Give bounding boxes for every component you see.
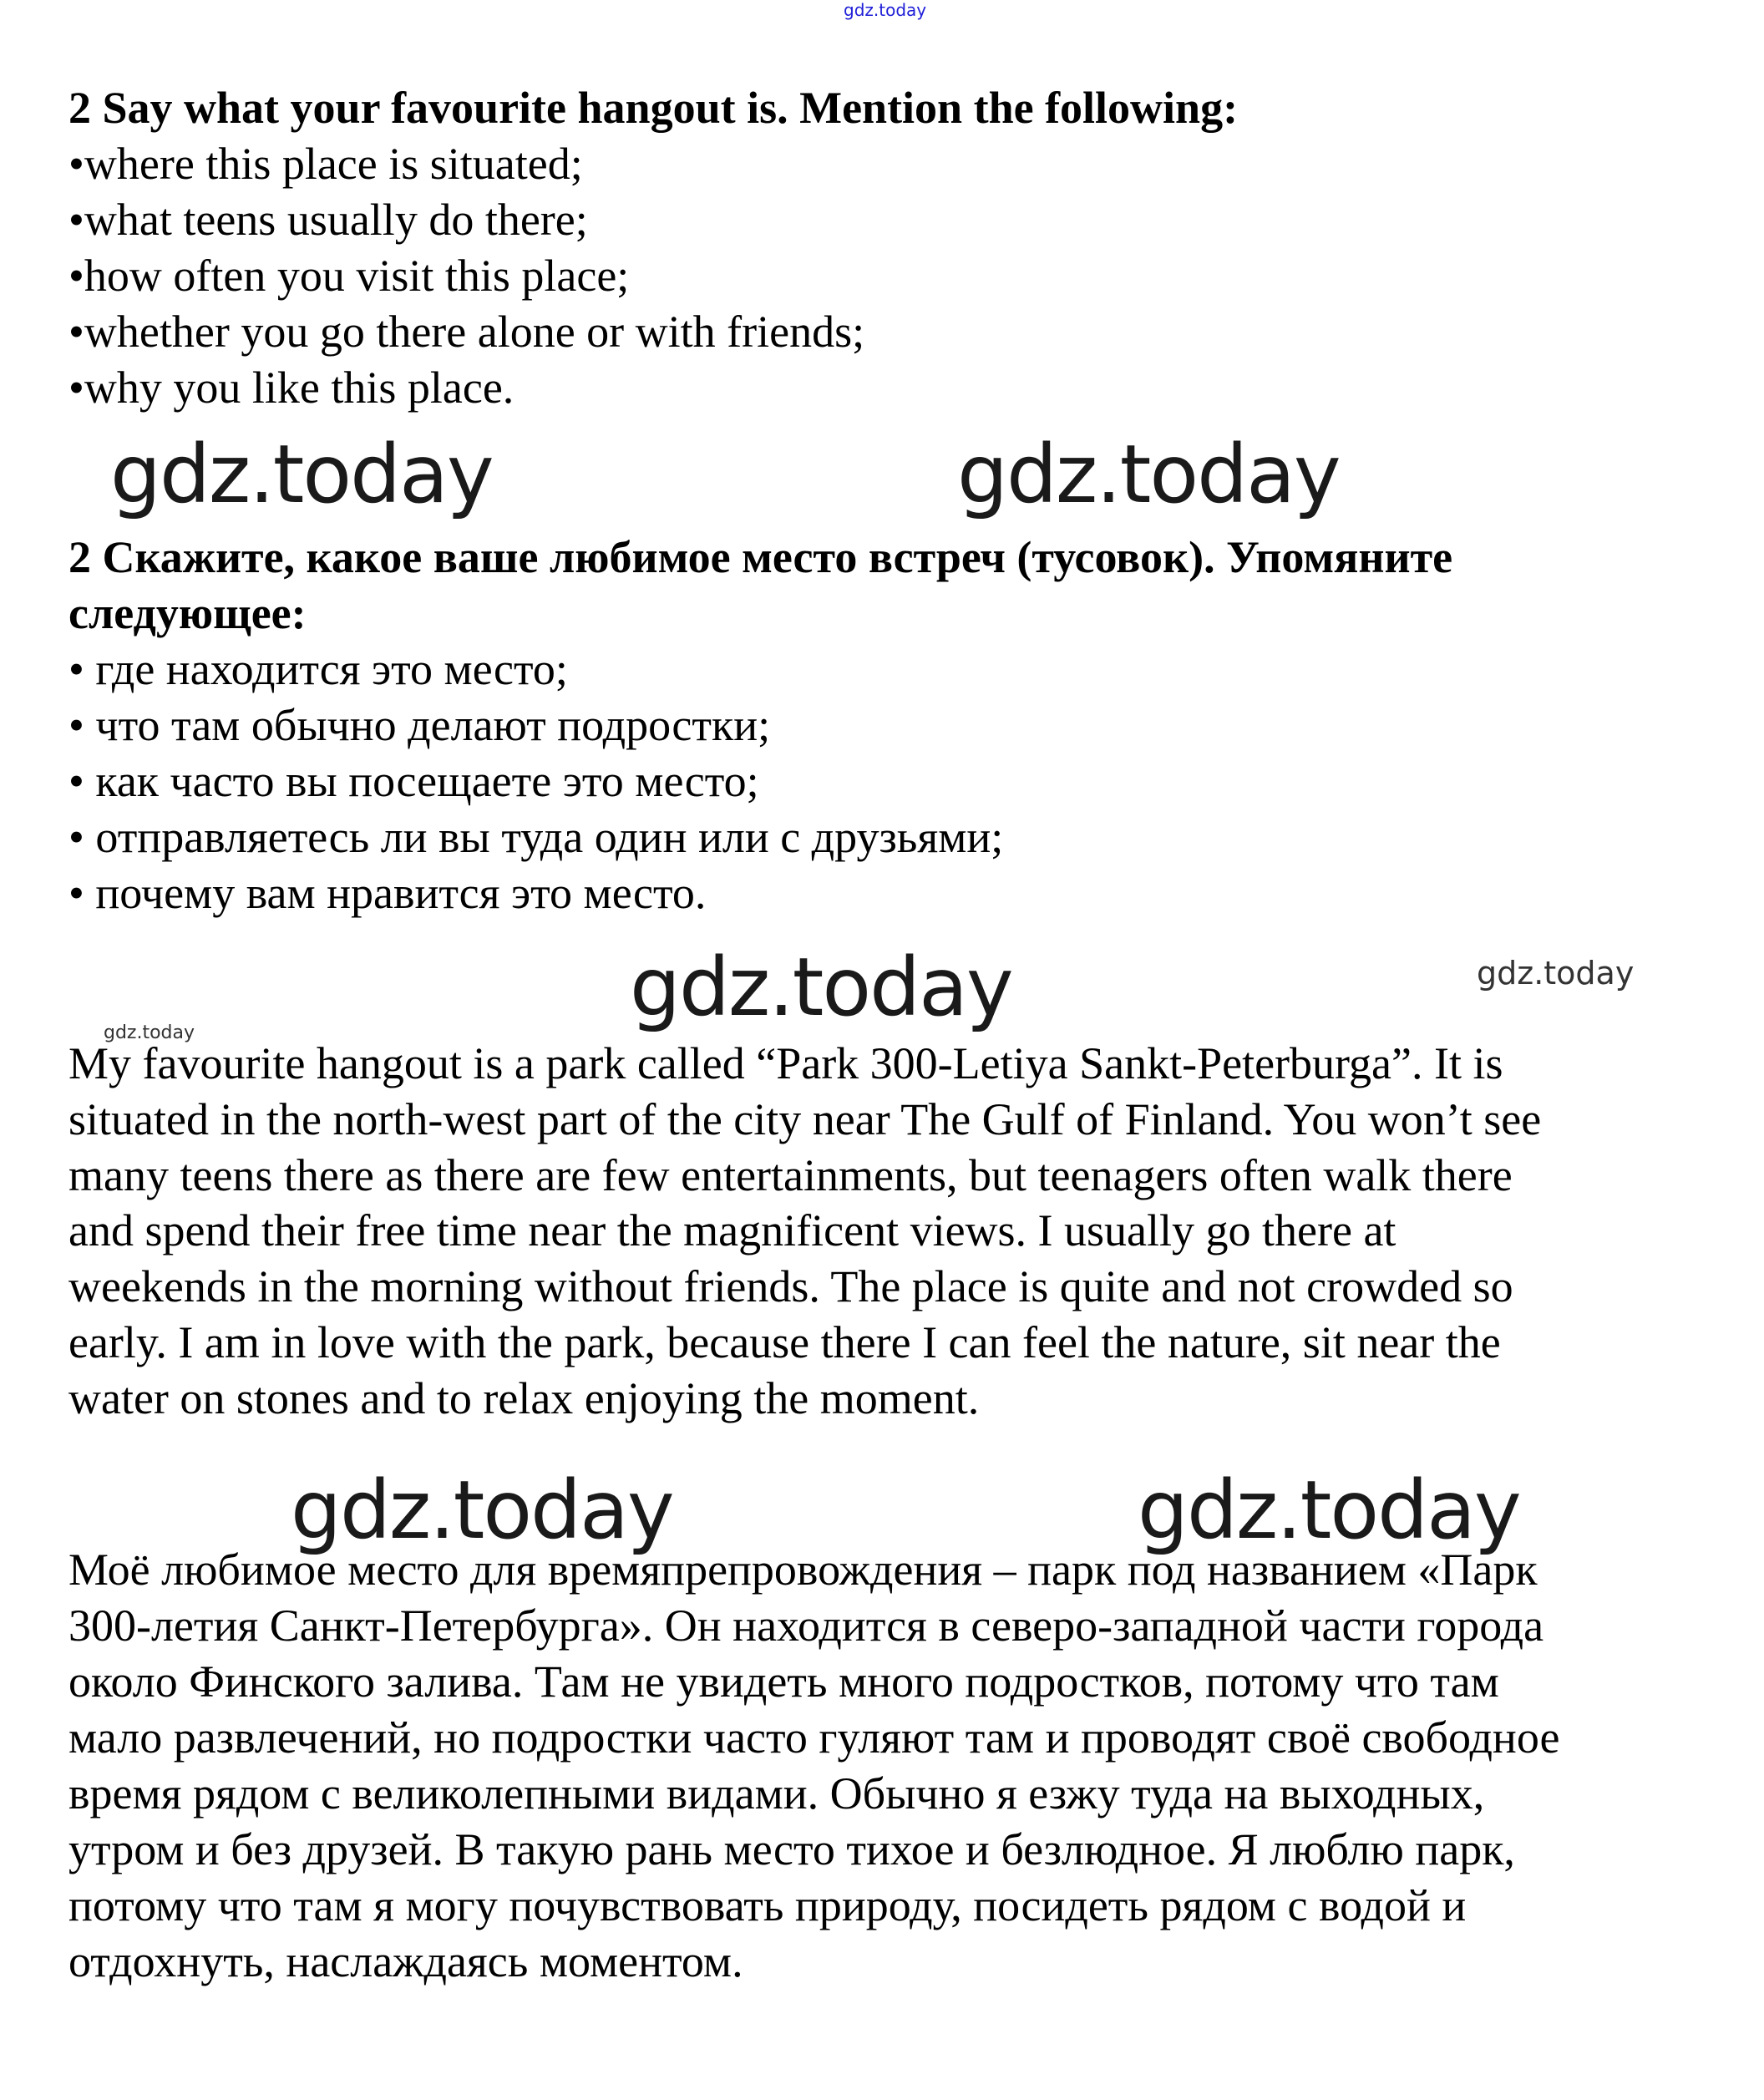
task-en-heading: 2 Say what your favourite hangout is. Mention the following:: [68, 83, 1239, 133]
task-ru-bullet: • почему вам нравится это место.: [68, 868, 707, 918]
task-ru: [68, 530, 1706, 921]
answer-ru: [68, 1542, 1706, 1990]
task-en-bullet: •how often you visit this place;: [68, 251, 630, 301]
answer-en-line: early. I am in love with the park, because there I can feel the nature, sit near the: [68, 1316, 1501, 1367]
watermark-small-right: gdz.today: [1477, 955, 1635, 992]
answer-ru-line: мало развлечений, но подростки часто гуляют там и проводят своё свободное: [68, 1712, 1560, 1763]
task-ru-bullet: • что там обычно делают подростки;: [68, 700, 771, 750]
answer-en-line: many teens there as there are few entertainments, but teenagers often walk there: [68, 1149, 1513, 1200]
task-ru-bullet: • где находится это место;: [68, 644, 568, 694]
answer-ru-line: отдохнуть, наслаждаясь моментом.: [68, 1936, 743, 1986]
answer-en: [68, 1036, 1706, 1427]
task-en-bullet: •whether you go there alone or with friends;: [68, 307, 865, 357]
answer-ru-line: около Финского залива. Там не увидеть много подростков, потому что там: [68, 1656, 1499, 1707]
task-en-bullet: •why you like this place.: [68, 363, 514, 413]
watermark-large-5: gdz.today: [1138, 1463, 1520, 1557]
answer-ru-line: время рядом с великолепными видами. Обычно я езжу туда на выходных,: [68, 1768, 1485, 1818]
answer-en-line: situated in the north-west part of the city near The Gulf of Finland. You won’t see: [68, 1093, 1542, 1144]
task-ru-heading: 2 Скажите, какое ваше любимое место встреч (тусовок). Упомяните: [68, 532, 1453, 582]
answer-ru-line: Моё любимое место для времяпрепровождения – парк под названием «Парк: [68, 1545, 1538, 1595]
answer-ru-line: 300-летия Санкт-Петербурга». Он находится в северо-западной части города: [68, 1600, 1544, 1651]
watermark-large-1: gdz.today: [110, 428, 493, 521]
answer-en-line: and spend their free time near the magnificent views. I usually go there at: [68, 1205, 1396, 1256]
task-ru-heading: следующее:: [68, 588, 307, 638]
watermark-large-2: gdz.today: [957, 428, 1340, 521]
answer-en-line: water on stones and to relax enjoying the moment.: [68, 1372, 980, 1423]
task-ru-bullet: • как часто вы посещаете это место;: [68, 756, 759, 806]
watermark-top: gdz.today: [844, 0, 927, 20]
answer-ru-line: потому что там я могу почувствовать природу, посидеть рядом с водой и: [68, 1880, 1467, 1930]
task-en-bullet: •what teens usually do there;: [68, 195, 588, 245]
task-en-bullet: •where this place is situated;: [68, 139, 583, 189]
watermark-large-3: gdz.today: [630, 941, 1012, 1034]
answer-ru-line: утром и без друзей. В такую рань место тихое и безлюдное. Я люблю парк,: [68, 1824, 1515, 1874]
answer-en-line: My favourite hangout is a park called “Park 300-Letiya Sankt-Peterburga”. It is: [68, 1038, 1503, 1088]
watermark-large-4: gdz.today: [291, 1463, 673, 1557]
task-en: [68, 80, 1706, 416]
watermark-tiny-left: gdz.today: [104, 1022, 195, 1043]
answer-en-line: weekends in the morning without friends. The place is quite and not crowded so: [68, 1261, 1513, 1312]
task-ru-bullet: • отправляетесь ли вы туда один или с друзьями;: [68, 812, 1004, 862]
